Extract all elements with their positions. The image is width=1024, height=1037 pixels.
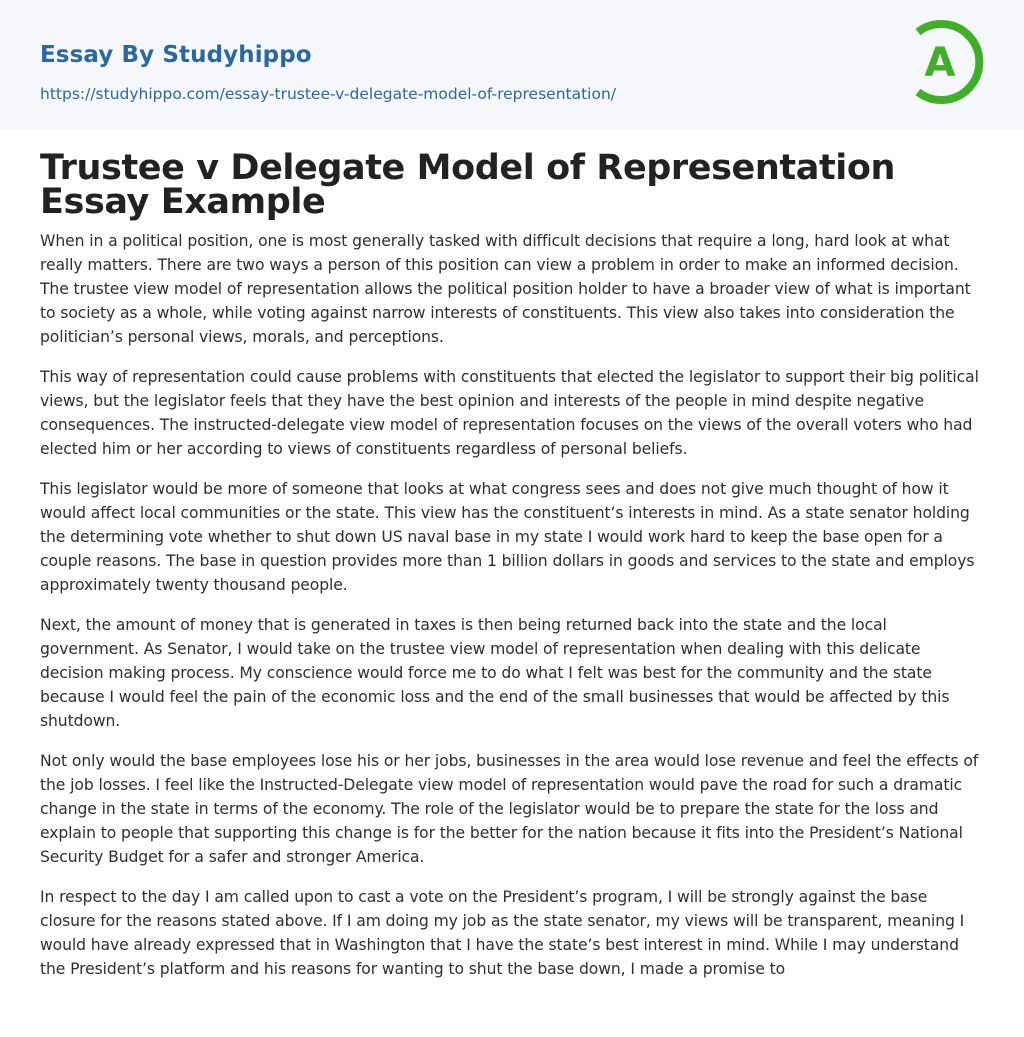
essay-title: Trustee v Delegate Model of Representation Essay Example <box>40 148 896 222</box>
essay-paragraph: Not only would the base employees lose his or her jobs, businesses in the area would lose revenue and feel the effects of the job losses. I feel like the Instructed-Delegate view model of representation would pave the road for such a dramatic change in the state in terms of the economy. The role of the legislator would be to prepare the state for the loss and explain to people that supporting this change is for the better for the nation because it fits into the President’s National Security Budget for a safer and stronger America. <box>40 752 979 866</box>
brand-title[interactable]: Essay By Studyhippo <box>40 42 312 68</box>
essay-body <box>40 229 986 997</box>
logo-letter: A <box>924 40 956 86</box>
studyhippo-logo-icon[interactable] <box>910 18 990 106</box>
essay-paragraph: In respect to the day I am called upon to cast a vote on the President’s program, I will be strongly against the base closure for the reasons stated above. If I am doing my job as the state senator, my views will be transparent, meaning I would have already expressed that in Washington that I have the state’s best interest in mind. While I may understand the President’s platform and his reasons for wanting to shut the base down, I made a promise to <box>40 888 965 978</box>
site-header <box>0 0 1024 129</box>
essay-paragraph: Next, the amount of money that is generated in taxes is then being returned back into the state and the local government. As Senator, I would take on the trustee view model of representation when dealing with this delicate decision making process. My conscience would force me to do what I felt was best for the community and the state because I would feel the pain of the economic loss and the end of the small businesses that would be affected by this shutdown. <box>40 616 950 730</box>
essay-paragraph: This way of representation could cause problems with constituents that elected the legislator to support their big political views, but the legislator feels that they have the best opinion and interests of the people in mind despite negative consequences. The instructed-delegate view model of representation focuses on the views of the overall voters who had elected him or her according to views of constituents regardless of personal beliefs. <box>40 368 979 458</box>
page-url-link[interactable]: https://studyhippo.com/essay-trustee-v-delegate-model-of-representation/ <box>40 85 617 103</box>
essay-paragraph: This legislator would be more of someone that looks at what congress sees and does not give much thought of how it would affect local communities or the state. This view has the constituent’s interests in mind. As a state senator holding the determining vote whether to shut down US naval base in my state I would work hard to keep the base open for a couple reasons. The base in question provides more than 1 billion dollars in goods and services to the state and employs approximately twenty thousand people. <box>40 480 975 594</box>
essay-paragraph: When in a political position, one is most generally tasked with difficult decisions that require a long, hard look at what really matters. There are two ways a person of this position can view a problem in order to make an informed decision. The trustee view model of representation allows the political position holder to have a broader view of what is important to society as a whole, while voting against narrow interests of constituents. This view also takes into consideration the politician’s personal views, morals, and perceptions. <box>40 232 971 346</box>
